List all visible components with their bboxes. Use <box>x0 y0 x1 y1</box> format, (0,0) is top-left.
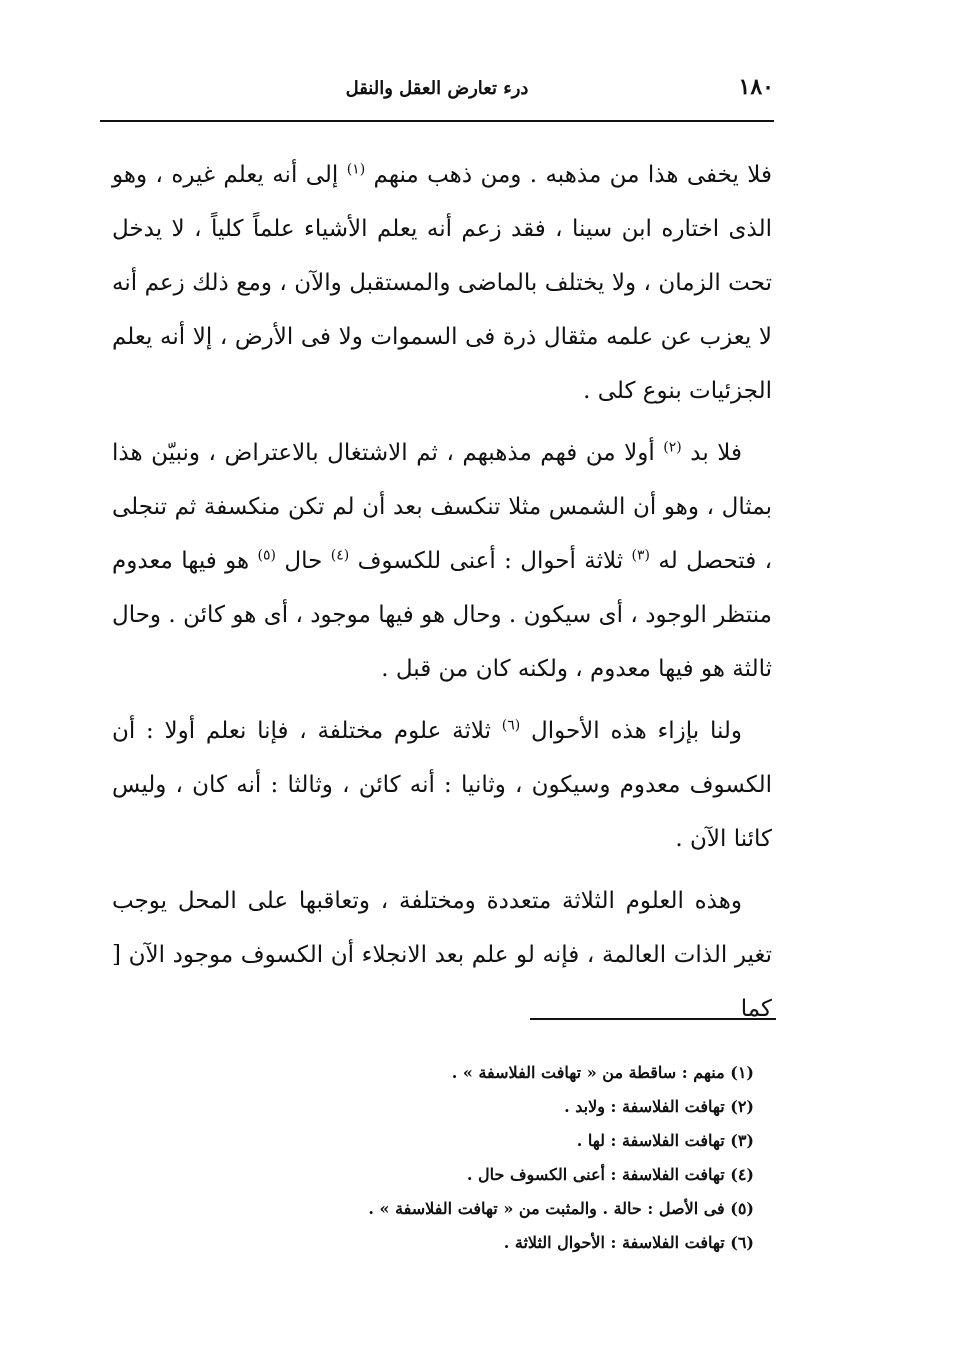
paragraph-text: فلا بد <box>690 440 743 466</box>
footnote-1: (١) منهم : ساقطة من « تهافت الفلاسفة » . <box>451 1063 754 1082</box>
paragraph-4 <box>112 874 772 1036</box>
footnote-marker-4: (٤) <box>330 547 350 564</box>
footnote-marker-3: (٣) <box>631 547 650 564</box>
footnote-rule <box>530 1018 776 1020</box>
footnote-marker-1: (١) <box>346 161 366 178</box>
footnote-2: (٢) تهافت الفلاسفة : ولابد . <box>564 1097 754 1116</box>
paragraph-text: حال <box>284 548 323 574</box>
footnote-marker-6: (٦) <box>501 717 521 734</box>
paragraph-text: ولنا بإزاء هذه الأحوال <box>530 718 743 744</box>
page-number: ١٨٠ <box>738 74 774 100</box>
paragraph-text: ثلاثة علوم مختلفة ، فإنا نعلم أولا : أن الكسوف معدوم وسيكون ، وثانيا : أنه كائن ، وثالثا : أنه كان ، وليس كائنا الآن . <box>112 718 772 852</box>
paragraph-text: ثلاثة أحوال : أعنى للكسوف <box>357 548 624 574</box>
page-header <box>100 74 774 114</box>
running-head: درء تعارض العقل والنقل <box>345 78 529 99</box>
footnote-marker-5: (٥) <box>257 547 277 564</box>
footnote-5: (٥) فى الأصل : حالة . والمثبت من « تهافت الفلاسفة » . <box>368 1199 754 1218</box>
paragraph-text: هو فيها معدوم منتظر الوجود ، أى سيكون . وحال هو فيها موجود ، أى هو كائن . وحال ثالثة هو فيها معدوم ، ولكنه كان من قبل . <box>112 548 772 682</box>
footnotes-list <box>368 1056 754 1260</box>
footnote-6: (٦) تهافت الفلاسفة : الأحوال الثلاثة . <box>503 1233 754 1252</box>
footnote-marker-2: (٢) <box>663 439 682 456</box>
paragraph-text: إلى أنه يعلم غيره ، وهو الذى اختاره ابن سينا ، فقد زعم أنه يعلم الأشياء علماً كلياً ، لا يدخل تحت الزمان ، ولا يختلف بالماضى والمستقبل والآن ، ومع ذلك زعم أنه لا يعزب عن علمه مثقال ذرة فى السموات ولا فى الأرض ، إلا أنه يعلم الجزئيات بنوع كلى . <box>112 162 772 404</box>
paragraph-text: أولا من فهم مذهبهم ، ثم الاشتغال بالاعتراض ، ونبيّن هذا بمثال ، وهو أن الشمس مثلا تنكسف بعد أن لم تكن منكسفة ثم تنجلى ، فتحصل له <box>112 440 773 574</box>
main-text <box>112 148 772 1044</box>
footnote-3: (٣) تهافت الفلاسفة : لها . <box>576 1131 754 1150</box>
header-rule <box>100 120 774 122</box>
paragraph-text: فلا يخفى هذا من مذهبه . ومن ذهب منهم <box>373 162 772 188</box>
paragraph-2 <box>112 426 772 696</box>
paragraph-text: وهذه العلوم الثلاثة متعددة ومختلفة ، وتعاقبها على المحل يوجب تغير الذات العالمة ، فإنه لو علم بعد الانجلاء أن الكسوف موجود الآن [ كما <box>112 888 772 1022</box>
paragraph-1 <box>112 148 772 418</box>
paragraph-3 <box>112 704 772 866</box>
footnote-4: (٤) تهافت الفلاسفة : أعنى الكسوف حال . <box>466 1165 754 1184</box>
